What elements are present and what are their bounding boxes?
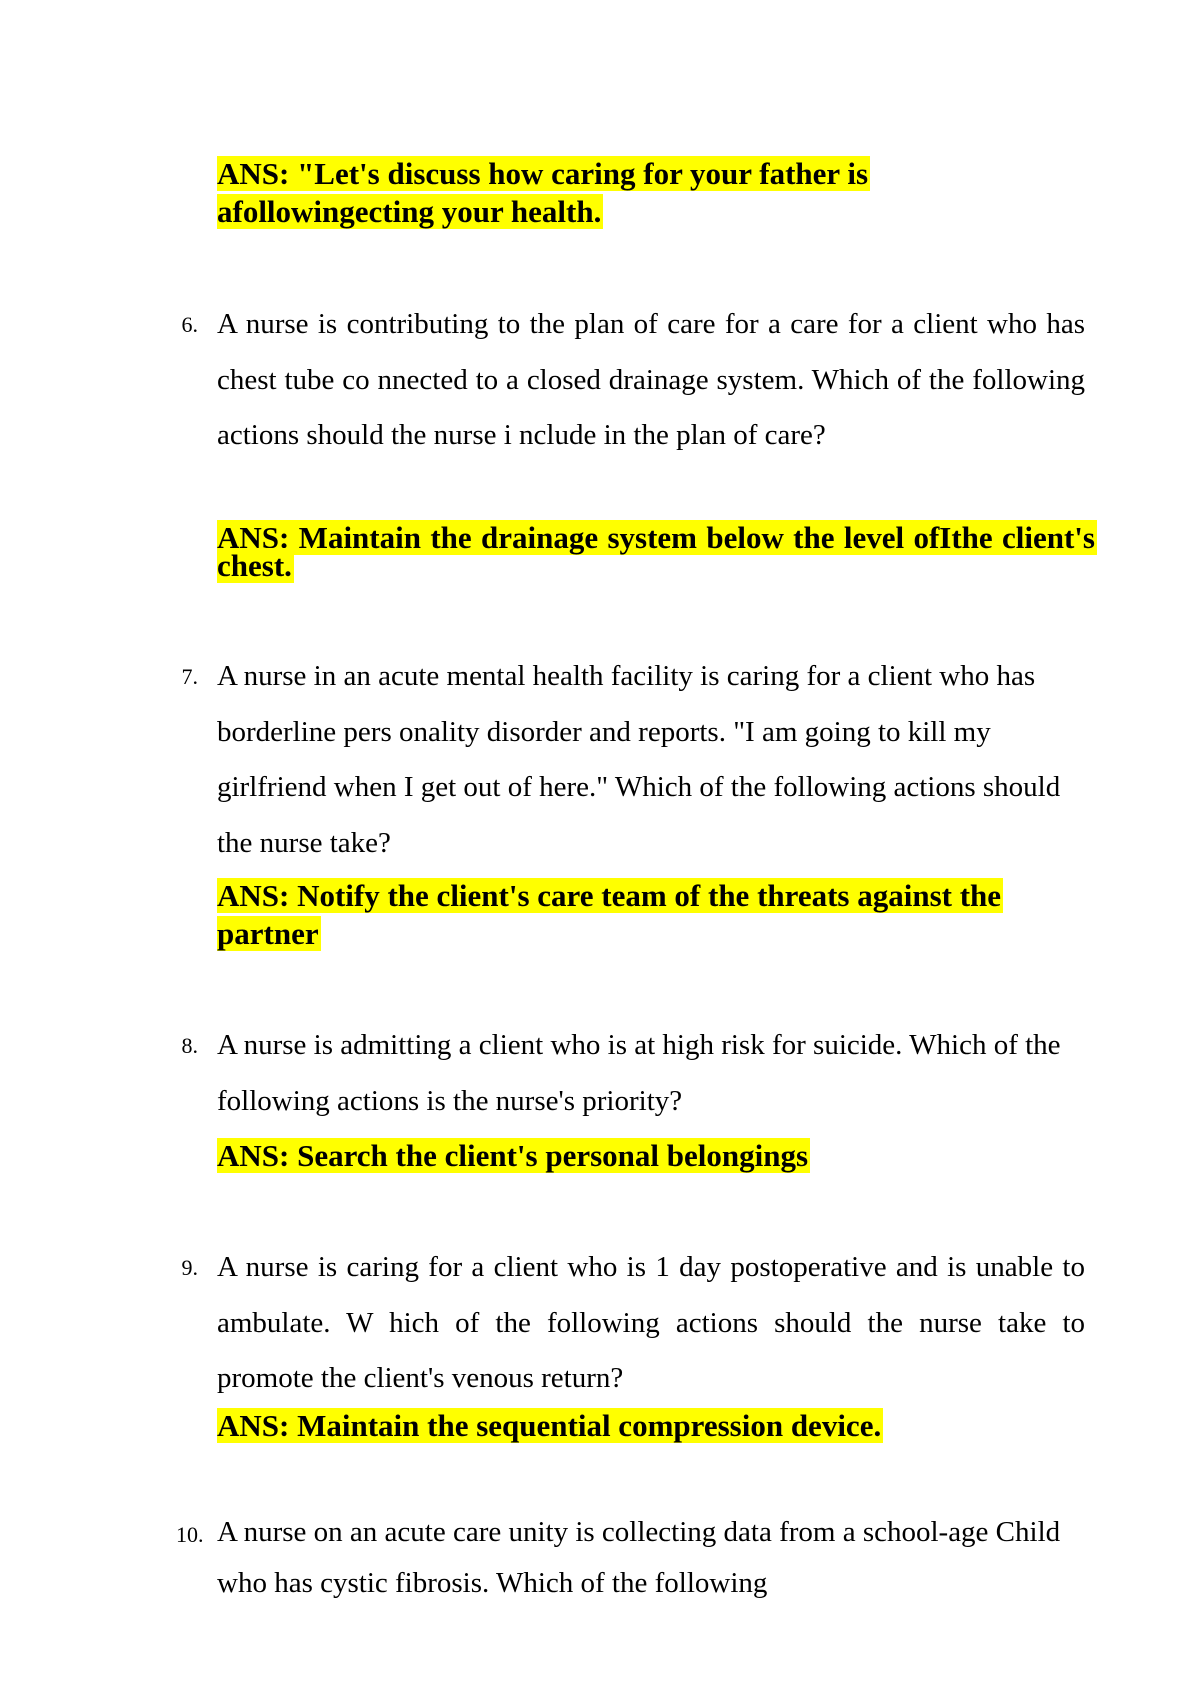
question-number: 7.: [181, 664, 198, 689]
answer-5-text: ANS: "Let's discuss how caring for your father is afollowingecting your health.: [217, 156, 869, 229]
question-text: A nurse on an acute care unity is collecting data from a school-age Child who has cystic fibrosis. Which of the following: [217, 1516, 1061, 1599]
answer-5: [217, 155, 937, 231]
answer-9-text: ANS: Maintain the sequential compression device.: [217, 1408, 882, 1443]
answer-6: [217, 520, 1097, 583]
question-text: A nurse is admitting a client who is at high risk for suicide. Which of the following actions is the nurse's priority?: [217, 1029, 1061, 1117]
question-number: 6.: [181, 312, 198, 337]
answer-7: [217, 877, 1087, 953]
question-number: 8.: [181, 1033, 198, 1058]
question-text: A nurse is contributing to the plan of care for a care for a client who has chest tube co nnected to a closed drainage system. Which of the following actions should the nurse i nclude in the plan of care?: [217, 308, 1085, 451]
answer-6-text: ANS: Maintain the drainage system below the level ofIthe client's chest.: [217, 520, 1095, 583]
answer-8: [217, 1137, 1087, 1175]
answer-9: [217, 1407, 1087, 1445]
question-text: A nurse in an acute mental health facility is caring for a client who has borderline pers onality disorder and reports. "I am going to kill my girlfriend when I get out of here." Which of the following actions should the nurse take?: [217, 660, 1061, 859]
answer-7-text: ANS: Notify the client's care team of the threats against the partner: [217, 878, 1002, 951]
question-number: 9.: [181, 1255, 198, 1280]
question-number: 10.: [176, 1522, 204, 1547]
answer-8-text: ANS: Search the client's personal belongings: [217, 1138, 809, 1173]
question-text: A nurse is caring for a client who is 1 day postoperative and is unable to ambulate. W hich of the following actions should the nurse take to promote the client's venous return?: [217, 1251, 1085, 1394]
